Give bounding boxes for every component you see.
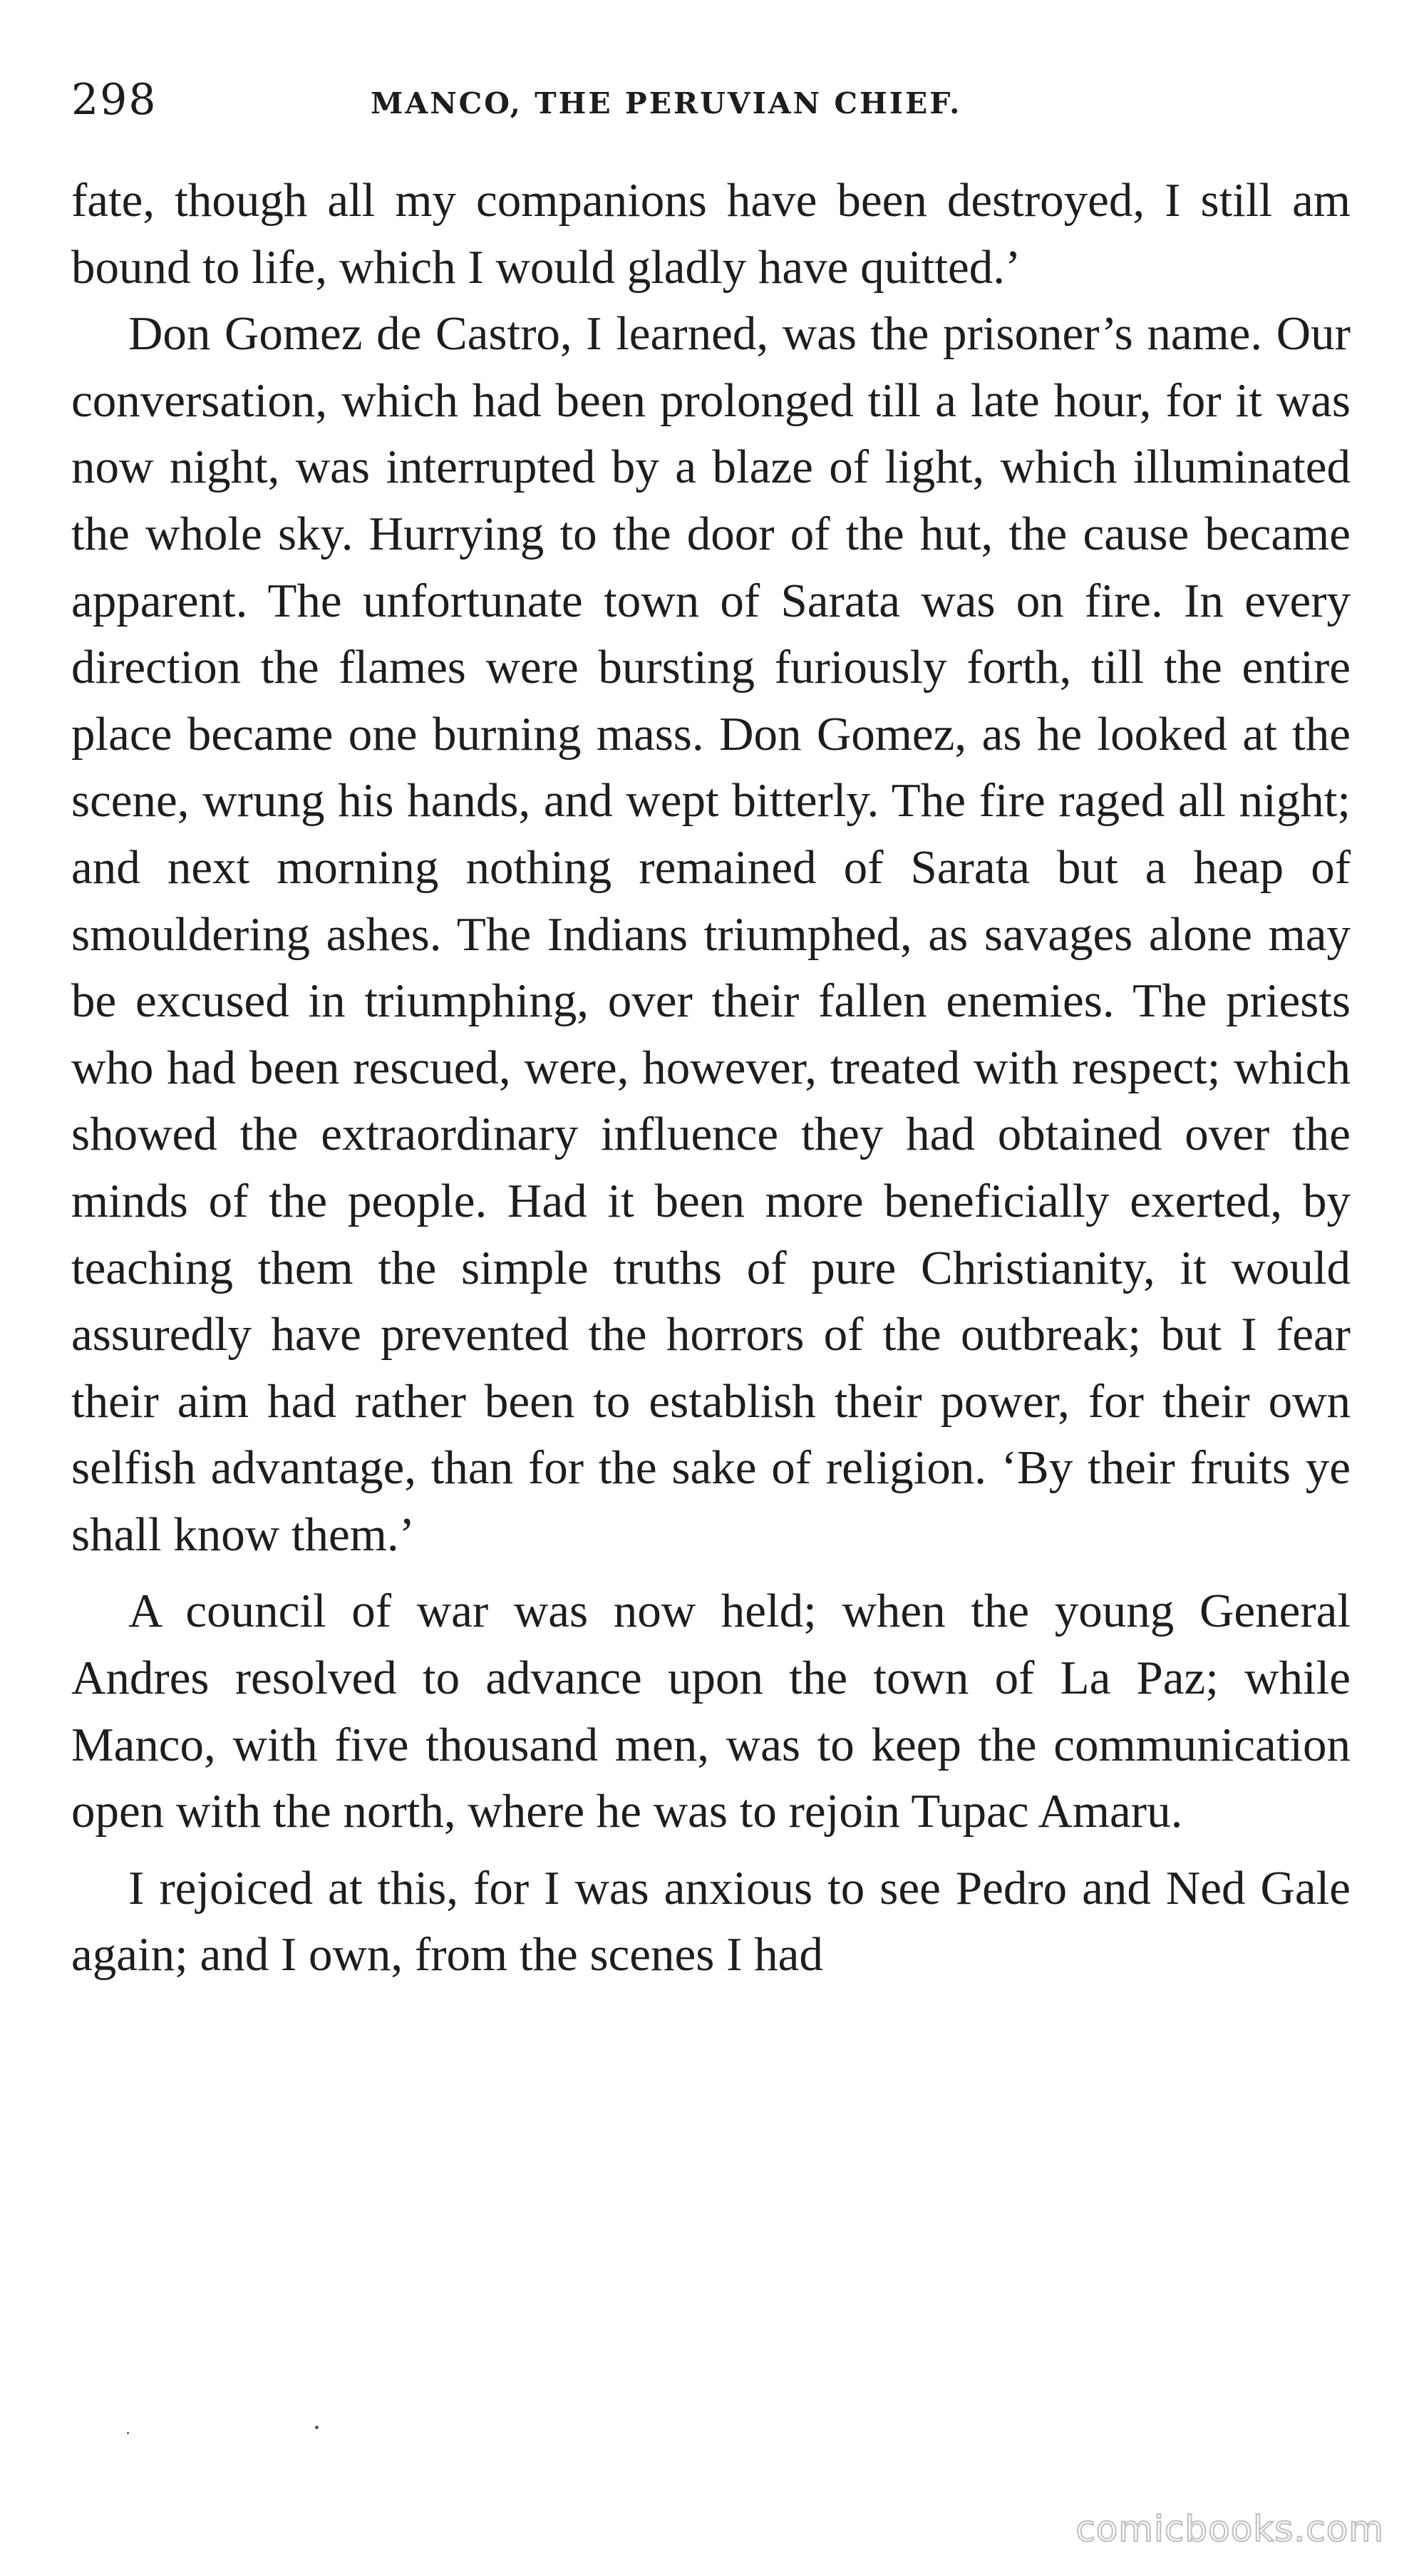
paragraph-council-of-war: A council of war was now held; when the young General Andres resolved to advance upon the town of La Paz; while Manco, with five thousand men, was to keep the communication open with the north, where he was to rejoin Tupac Amaru. [71,1585,1351,1838]
paragraph-rejoiced: I rejoiced at this, for I was anxious to see Pedro and Ned Gale again; and I own, from the scenes I had [71,1861,1351,1982]
running-head [71,71,1347,143]
body-text [71,168,1351,1989]
running-title: MANCO, THE PERUVIAN CHIEF. [371,86,962,120]
page-number: 298 [71,75,158,125]
print-speck [127,2432,129,2434]
print-speck [315,2426,319,2429]
paragraph-don-gomez: Don Gomez de Castro, I learned, was the prisoner’s name. Our conversation, which had been prolonged till a late hour, for it was now night, was interrupted by a blaze of light, which illuminated the whole sky. Hurrying to the door of the hut, the cause became apparent. The unfortunate town of Sarata was on fire. In every direction the flames were bursting furiously forth, till the entire place became one burning mass. Don Gomez, as he looked at the scene, wrung his hands, and wept bitterly. The fire raged all night; and next morning nothing remained of Sarata but a heap of smouldering ashes. The Indians triumphed, as savages alone may be excused in triumphing, over their fallen enemies. The priests who had been rescued, were, however, treated with respect; which showed the extraordinary influence they had obtained over the minds of the people. Had it been more beneficially exerted, by teaching them the simple truths of pure Christianity, it would assuredly have prevented the horrors of the outbreak; but I fear their aim had rather been to establish their power, for their own selfish advantage, than for the sake of religion. ‘By their fruits ye shall know them.’ [71,307,1351,1561]
watermark: comicbooks.com [1075,2508,1384,2550]
paragraph-continuation: fate, though all my companions have been destroyed, I still am bound to life, which I would gladly have quitted.’ [71,174,1351,294]
